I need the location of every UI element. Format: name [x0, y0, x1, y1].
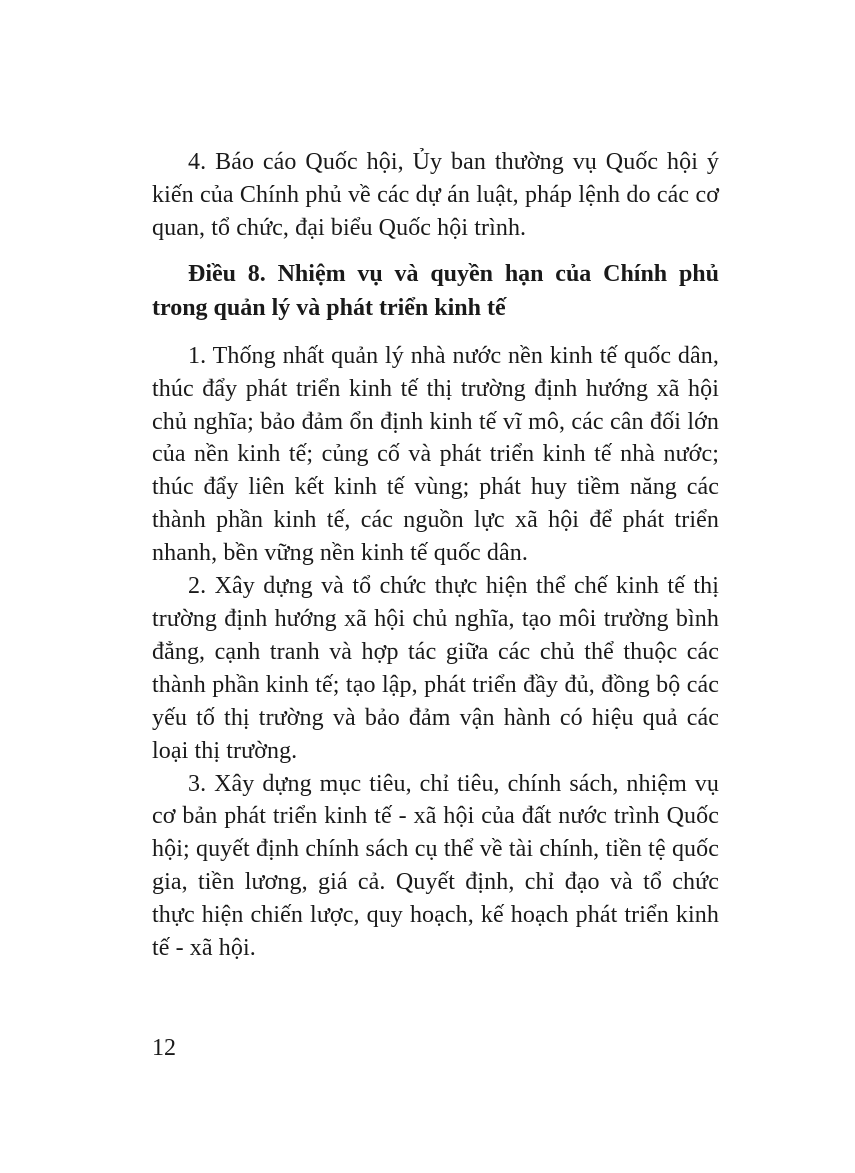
paragraph-item-4: 4. Báo cáo Quốc hội, Ủy ban thường vụ Quốc hội ý kiến của Chính phủ về các dự án luật, pháp lệnh do các cơ quan, tổ chức, đại biểu Quốc hội trình.	[152, 149, 719, 241]
page-number: 12	[152, 1035, 176, 1061]
article-heading: Điều 8. Nhiệm vụ và quyền hạn của Chính phủ trong quản lý và phát triển kinh tế	[152, 260, 719, 321]
paragraph-item-1: 1. Thống nhất quản lý nhà nước nền kinh tế quốc dân, thúc đẩy phát triển kinh tế thị trường định hướng xã hội chủ nghĩa; bảo đảm ổn định kinh tế vĩ mô, các cân đối lớn của nền kinh tế; củng cố và phát triển kinh tế nhà nước; thúc đẩy liên kết kinh tế vùng; phát huy tiềm năng các thành phần kinh tế, các nguồn lực xã hội để phát triển nhanh, bền vững nền kinh tế quốc dân.	[152, 342, 719, 567]
page-body	[152, 146, 719, 965]
paragraph-item-2: 2. Xây dựng và tổ chức thực hiện thể chế kinh tế thị trường định hướng xã hội chủ nghĩa, tạo môi trường bình đẳng, cạnh tranh và hợp tác giữa các chủ thể thuộc các thành phần kinh tế; tạo lập, phát triển đầy đủ, đồng bộ các yếu tố thị trường và bảo đảm vận hành có hiệu quả các loại thị trường.	[152, 573, 719, 764]
paragraph-item-3: 3. Xây dựng mục tiêu, chỉ tiêu, chính sách, nhiệm vụ cơ bản phát triển kinh tế - xã hội của đất nước trình Quốc hội; quyết định chính sách cụ thể về tài chính, tiền tệ quốc gia, tiền lương, giá cả. Quyết định, chỉ đạo và tổ chức thực hiện chiến lược, quy hoạch, kế hoạch phát triển kinh tế - xã hội.	[152, 770, 719, 962]
